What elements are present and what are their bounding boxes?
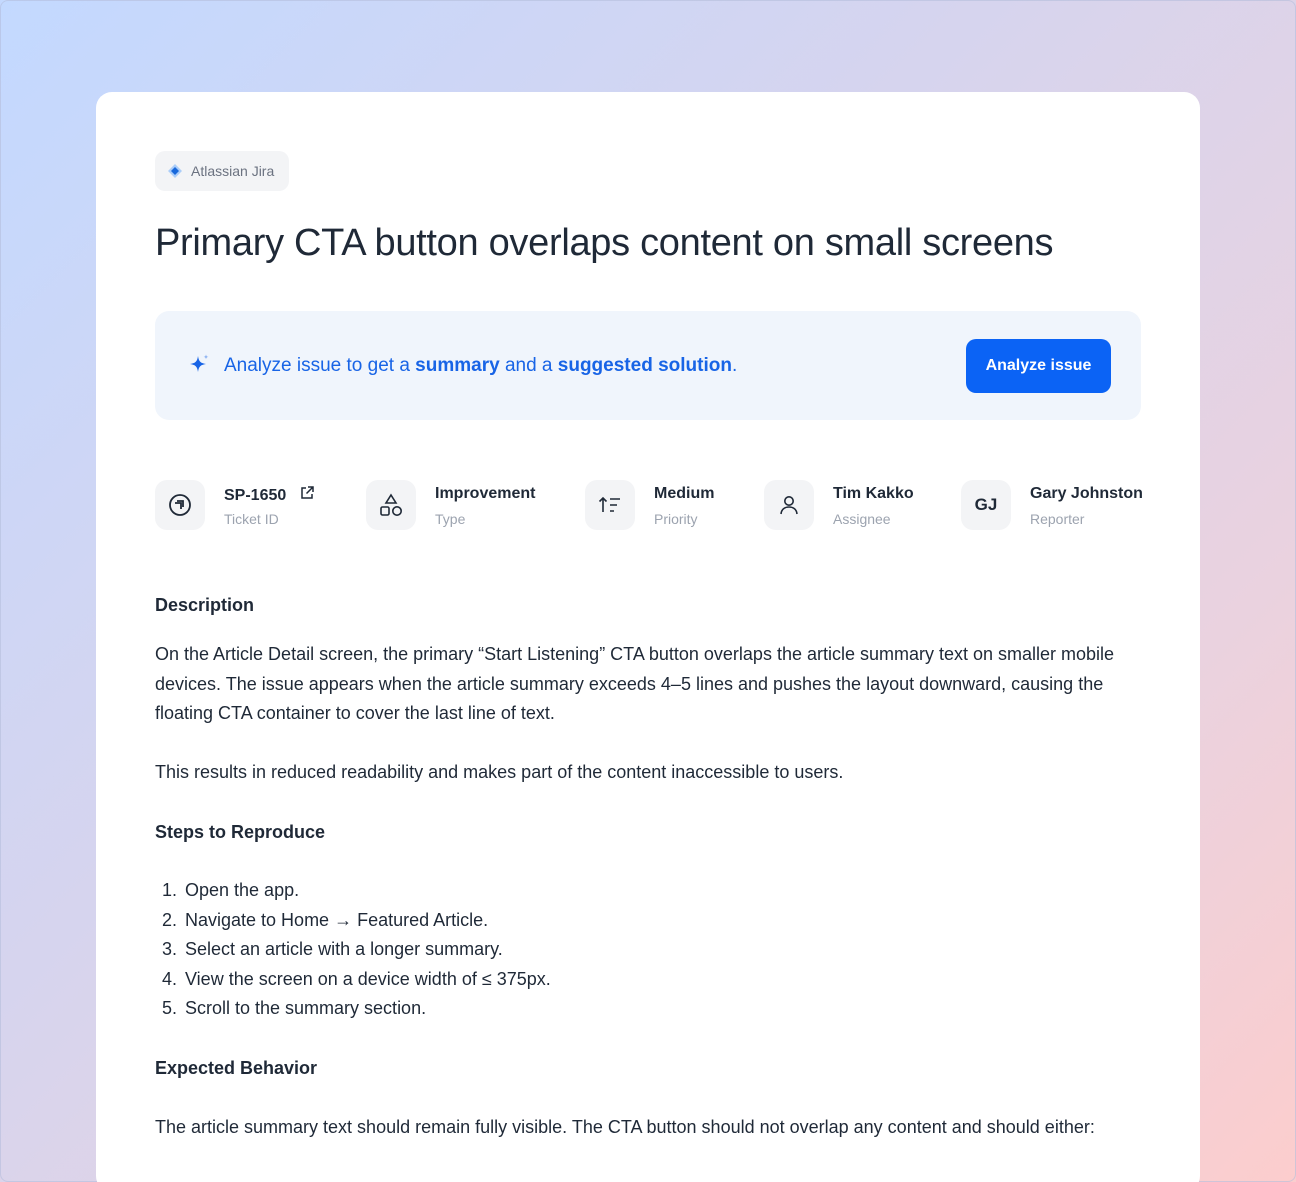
list-item: 3. Select an article with a longer summary. [161,939,503,960]
ticket-id-value[interactable]: SP-1650 [224,485,315,505]
description-heading: Description [155,595,255,615]
ai-analyze-banner [155,311,1141,420]
meta-priority [585,480,745,532]
user-icon [777,493,801,517]
ai-banner-message [224,355,737,377]
ai-text-solution: suggested solution [557,355,732,376]
jira-logo-icon [167,163,183,179]
assignee-icon-box [764,480,814,530]
ai-text-mid: and a [499,355,558,376]
issue-meta-row [155,480,1155,532]
list-item: 5. Scroll to the summary section. [161,998,427,1019]
list-item: 4. View the screen on a device width of ≤ 375px. [161,968,551,989]
priority-value: Medium [654,485,715,502]
priority-label: Priority [654,511,698,527]
list-item: 1. Open the app. [161,880,300,900]
meta-type [366,480,566,532]
steps-list [155,876,551,1024]
sort-priority-icon [597,493,623,517]
reporter-initials: GJ [974,495,998,514]
description-paragraph-2: This results in reduced readability and makes part of the content inaccessible to users. [155,762,844,782]
assignee-label: Assignee [833,511,891,527]
ticket-icon-box [155,480,205,530]
sparkle-icon [187,353,211,377]
meta-assignee [764,480,944,532]
issue-title: Primary CTA button overlaps content on small screens [155,222,1054,264]
reporter-value: Gary Johnston [1030,485,1143,502]
issue-card [96,92,1200,1182]
meta-reporter [961,480,1151,532]
steps-heading: Steps to Reproduce [155,822,326,842]
reporter-label: Reporter [1030,511,1085,527]
expected-paragraph: The article summary text should remain fully visible. The CTA button should not overlap any content and should either: [155,1117,1095,1137]
expected-heading: Expected Behavior [155,1058,318,1078]
ticket-id-label: Ticket ID [224,511,279,527]
priority-icon-box [585,480,635,530]
ai-text-end: . [731,355,738,376]
reporter-avatar [961,480,1011,530]
list-item: 2. Navigate to Home → Featured Article. [161,909,489,930]
analyze-issue-button[interactable]: Analyze issue [966,339,1111,393]
assignee-value: Tim Kakko [833,485,914,502]
ai-text-summary: summary [415,355,500,376]
source-chip[interactable] [155,151,289,191]
external-link-icon[interactable] [299,485,315,501]
ai-text-before: Analyze issue to get a [224,355,416,376]
description-paragraph-1: On the Article Detail screen, the primary “Start Listening” CTA button overlaps the article summary text on smaller mobile devices. The issue appears when the article summary exceeds 4–5 lines and pushes the layout downward, causing the floating CTA container to cover the last line of text. [155,644,1115,724]
shapes-icon [378,492,404,518]
type-icon-box [366,480,416,530]
type-label: Type [435,511,466,527]
type-value: Improvement [435,485,536,502]
meta-ticket [155,480,345,532]
source-label: Atlassian Jira [191,163,275,179]
jira-ticket-icon [168,493,192,517]
